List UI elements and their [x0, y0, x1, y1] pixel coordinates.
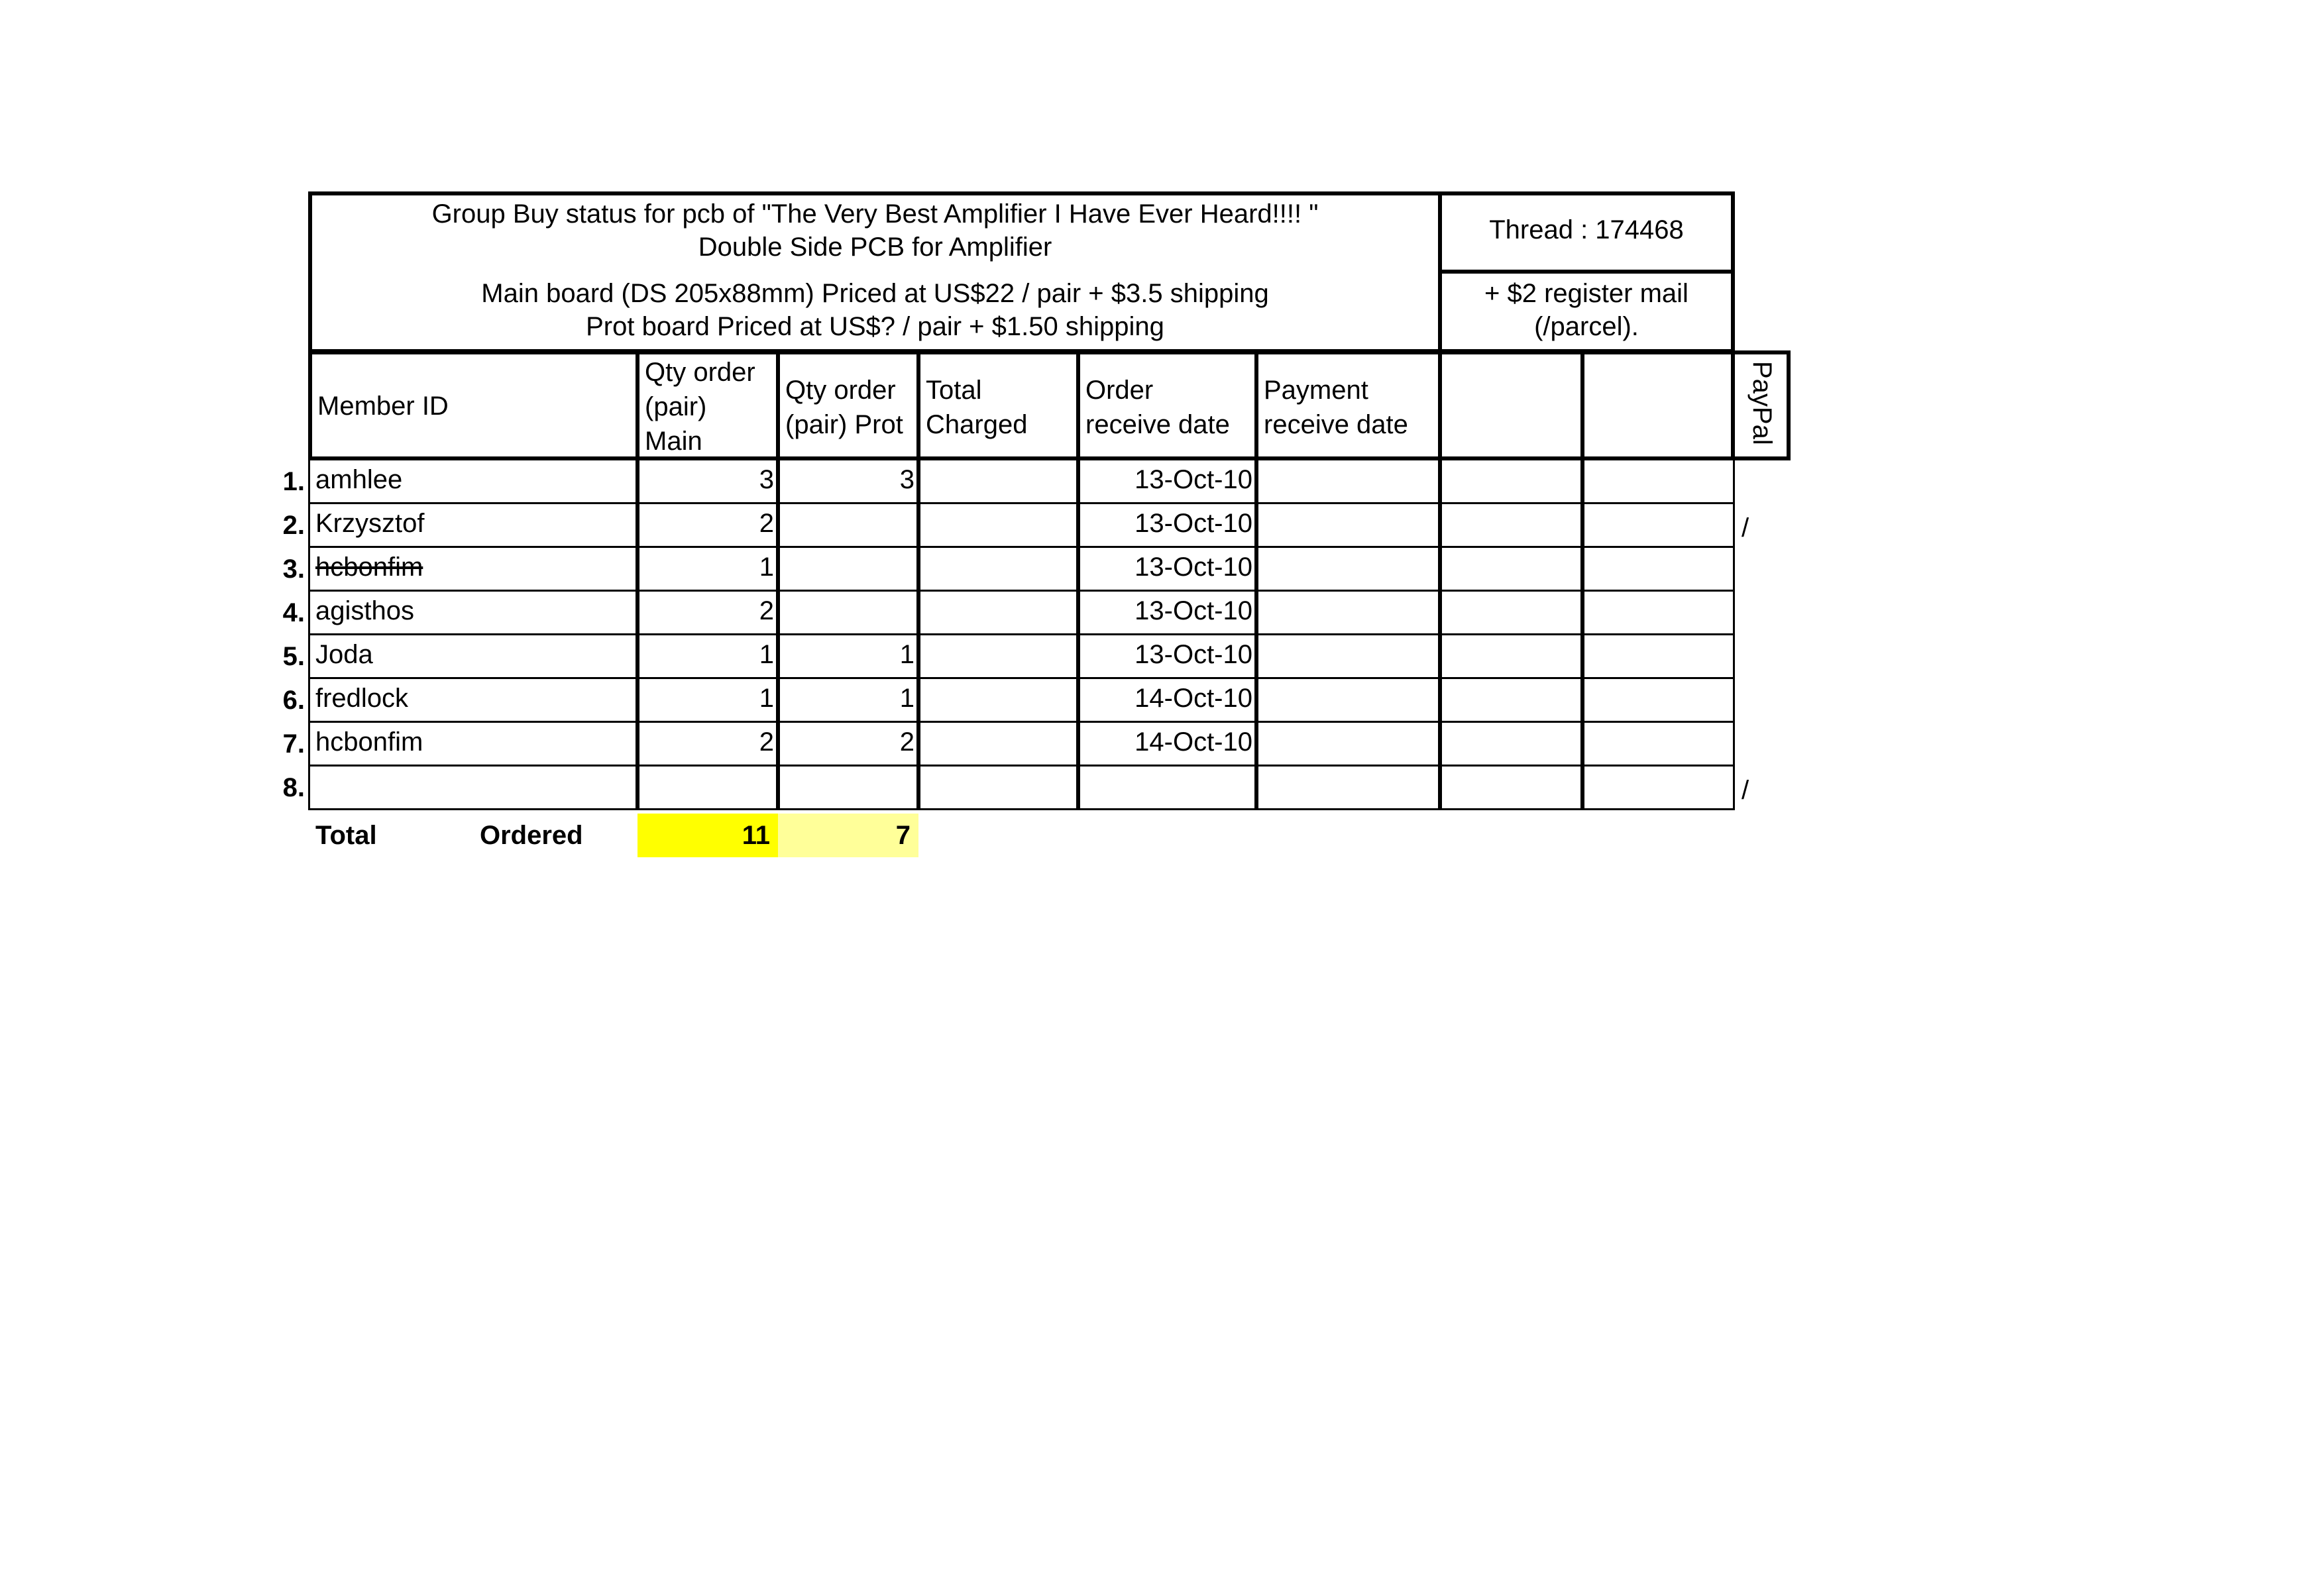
blank-cell-1	[1438, 502, 1584, 548]
qty-prot-cell	[776, 502, 920, 548]
order-date-value: 14-Oct-10	[1134, 684, 1252, 713]
header-blank-1	[1438, 350, 1584, 460]
total-label: Total	[315, 821, 377, 850]
blank-cell-1	[1438, 590, 1584, 635]
member-id-cell	[308, 458, 639, 504]
row-number: 4.	[282, 598, 305, 627]
row-number: 6.	[282, 686, 305, 715]
order-date-value: 13-Oct-10	[1134, 640, 1252, 669]
qty-prot-cell	[776, 765, 920, 810]
header-order-date	[1076, 350, 1258, 460]
register-mail-line-1: + $2 register mail	[1484, 279, 1688, 308]
member-id-cell	[308, 633, 639, 679]
qty-prot-cell	[776, 546, 920, 592]
total-charged-cell	[916, 546, 1080, 592]
total-charged-cell	[916, 633, 1080, 679]
title-line-1: Group Buy status for pcb of "The Very Best Amplifier I Have Ever Heard!!!! "	[431, 199, 1319, 229]
header-qty-prot-line-1: Qty order	[785, 376, 896, 405]
order-date-cell	[1076, 721, 1258, 767]
order-date-value: 13-Oct-10	[1134, 509, 1252, 538]
header-paypal-label: PayPal	[1747, 361, 1777, 445]
total-charged-cell	[916, 590, 1080, 635]
header-member-id	[308, 350, 639, 460]
blank-cell-1	[1438, 458, 1584, 504]
member-id-value: hcbonfim	[315, 727, 423, 757]
blank-cell-2	[1580, 765, 1735, 810]
payment-date-cell	[1254, 765, 1442, 810]
order-date-value: 13-Oct-10	[1134, 596, 1252, 625]
order-date-cell	[1076, 458, 1258, 504]
order-date-cell	[1076, 502, 1258, 548]
header-qty-prot	[776, 350, 920, 460]
order-date-cell	[1076, 546, 1258, 592]
member-id-cell	[308, 765, 639, 810]
qty-main-value: 1	[759, 684, 774, 713]
qty-main-cell	[636, 633, 780, 679]
title-line-2: Double Side PCB for Amplifier	[698, 233, 1052, 262]
member-id-cell	[308, 546, 639, 592]
header-payment-date	[1254, 350, 1442, 460]
blank-cell-2	[1580, 546, 1735, 592]
qty-prot-cell	[776, 677, 920, 723]
payment-date-cell	[1254, 590, 1442, 635]
header-total-line-1: Total	[926, 376, 982, 405]
qty-prot-cell	[776, 590, 920, 635]
payment-date-cell	[1254, 458, 1442, 504]
member-id-value: Krzysztof	[315, 509, 425, 538]
member-id-cell	[308, 721, 639, 767]
pricing-line-prot: Prot board Priced at US$? / pair + $1.50 shipping	[586, 312, 1164, 341]
header-payment-line-1: Payment	[1264, 376, 1368, 405]
qty-main-value: 1	[759, 553, 774, 582]
qty-main-cell	[636, 677, 780, 723]
row-mark: /	[1742, 776, 1749, 805]
blank-cell-1	[1438, 765, 1584, 810]
qty-main-total: 11	[742, 821, 770, 850]
header-order-line-2: receive date	[1085, 410, 1230, 439]
qty-main-value: 2	[759, 509, 774, 538]
header-total-charged	[916, 350, 1080, 460]
pricing-line-main: Main board (DS 205x88mm) Priced at US$22 / pair + $3.5 shipping	[481, 279, 1269, 308]
qty-prot-cell	[776, 721, 920, 767]
qty-main-cell	[636, 546, 780, 592]
blank-cell-2	[1580, 590, 1735, 635]
payment-date-cell	[1254, 502, 1442, 548]
payment-date-cell	[1254, 677, 1442, 723]
qty-main-value: 2	[759, 727, 774, 757]
blank-cell-2	[1580, 633, 1735, 679]
header-member-id-label: Member ID	[317, 392, 449, 421]
header-qty-main-line-2: (pair)	[645, 392, 707, 421]
header-qty-main	[636, 350, 780, 460]
blank-cell-2	[1580, 721, 1735, 767]
qty-prot-value: 3	[899, 465, 914, 494]
member-id-cell	[308, 677, 639, 723]
row-number: 7.	[282, 729, 305, 759]
member-id-value: amhlee	[315, 465, 403, 494]
member-id-value: Joda	[315, 640, 373, 669]
header-payment-line-2: receive date	[1264, 410, 1408, 439]
qty-main-value: 3	[759, 465, 774, 494]
qty-prot-value: 2	[899, 727, 914, 757]
qty-main-value: 2	[759, 596, 774, 625]
order-date-cell	[1076, 677, 1258, 723]
qty-prot-cell	[776, 633, 920, 679]
row-mark: /	[1742, 513, 1749, 543]
row-number: 3.	[282, 555, 305, 584]
blank-cell-1	[1438, 721, 1584, 767]
qty-prot-value: 1	[899, 640, 914, 669]
payment-date-cell	[1254, 546, 1442, 592]
row-number: 1.	[282, 467, 305, 496]
qty-main-value: 1	[759, 640, 774, 669]
blank-cell-2	[1580, 458, 1735, 504]
member-id-cell	[308, 590, 639, 635]
row-number: 8.	[282, 773, 305, 802]
row-number: 2.	[282, 511, 305, 540]
blank-cell-1	[1438, 633, 1584, 679]
blank-cell-2	[1580, 502, 1735, 548]
order-date-value: 13-Oct-10	[1134, 553, 1252, 582]
qty-prot-cell	[776, 458, 920, 504]
header-qty-main-line-3: Main	[645, 427, 702, 456]
order-date-cell	[1076, 765, 1258, 810]
ordered-label: Ordered	[480, 821, 583, 850]
qty-main-cell	[636, 590, 780, 635]
register-mail-line-2: (/parcel).	[1534, 312, 1639, 341]
order-date-cell	[1076, 633, 1258, 679]
header-qty-prot-line-2: (pair) Prot	[785, 410, 903, 439]
member-id-cell	[308, 502, 639, 548]
thread-label: Thread : 174468	[1489, 215, 1684, 244]
order-date-cell	[1076, 590, 1258, 635]
member-id-value: fredlock	[315, 684, 409, 713]
blank-cell-2	[1580, 677, 1735, 723]
header-qty-main-line-1: Qty order	[645, 358, 755, 387]
qty-prot-total: 7	[895, 821, 911, 850]
qty-main-cell	[636, 458, 780, 504]
header-paypal	[1731, 350, 1791, 460]
qty-main-cell	[636, 765, 780, 810]
total-charged-cell	[916, 677, 1080, 723]
total-charged-cell	[916, 458, 1080, 504]
total-charged-cell	[916, 502, 1080, 548]
member-id-value: hcbonfim	[315, 553, 423, 582]
order-date-value: 14-Oct-10	[1134, 727, 1252, 757]
header-total-line-2: Charged	[926, 410, 1028, 439]
order-date-value: 13-Oct-10	[1134, 465, 1252, 494]
payment-date-cell	[1254, 633, 1442, 679]
blank-cell-1	[1438, 546, 1584, 592]
header-order-line-1: Order	[1085, 376, 1154, 405]
total-charged-cell	[916, 765, 1080, 810]
qty-prot-value: 1	[899, 684, 914, 713]
member-id-value: agisthos	[315, 596, 414, 625]
header-blank-2	[1580, 350, 1735, 460]
qty-main-cell	[636, 502, 780, 548]
qty-main-cell	[636, 721, 780, 767]
blank-cell-1	[1438, 677, 1584, 723]
payment-date-cell	[1254, 721, 1442, 767]
total-charged-cell	[916, 721, 1080, 767]
row-number: 5.	[282, 642, 305, 671]
